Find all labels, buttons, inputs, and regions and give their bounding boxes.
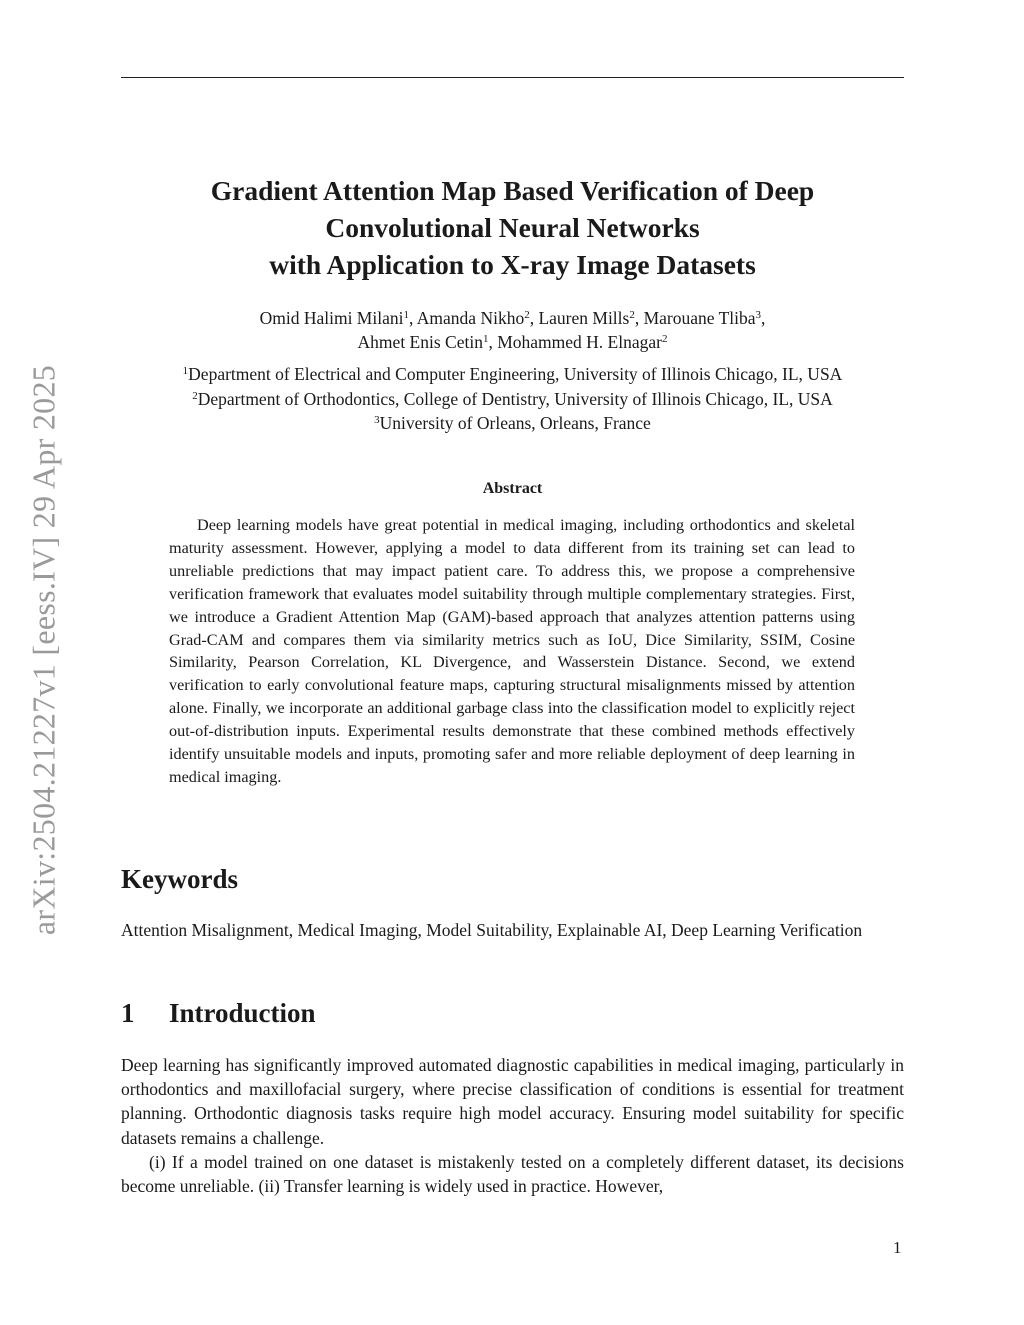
affiliation-1: $^1$Department of Electrical and Computer Engineering, University of Illinois Chicago, IL, USA — [182, 364, 843, 384]
paper-title — [121, 172, 904, 283]
author-list — [121, 306, 904, 354]
keywords-text: Attention Misalignment, Medical Imaging, Model Suitability, Explainable AI, Deep Learning Verification — [121, 920, 863, 940]
title-line-2: Convolutional Neural Networks — [325, 212, 700, 243]
keywords-heading: Keywords — [121, 864, 238, 894]
paragraph: (i) If a model trained on one dataset is mistakenly tested on a completely different dataset, its decisions become unreliable. (ii) Transfer learning is widely used in practice. However, — [121, 1151, 904, 1197]
author-name: Amanda Nikho — [416, 308, 525, 328]
introduction-body — [121, 1053, 904, 1198]
author-affil-mark: 2 — [661, 333, 668, 345]
author-line-1: Omid Halimi Milani$^1$, Amanda Nikho$^2$, Lauren Mills$^2$, Marouane Tliba$^3$, — [259, 308, 766, 328]
author-affil-mark: 3 — [755, 309, 762, 321]
affiliation-2: $^2$Department of Orthodontics, College of Dentistry, University of Illinois Chicago, IL, USA — [192, 388, 833, 409]
affiliation-3: $^3$University of Orleans, Orleans, France — [374, 413, 651, 433]
title-line-1: Gradient Attention Map Based Verification of Deep — [210, 175, 815, 206]
paragraph: Deep learning has significantly improved automated diagnostic capabilities in medical imaging, particularly in orthodontics and maxillofacial surgery, where precise classification of conditions is essential for treatment planning. Orthodontic diagnosis tasks require high model accuracy. Ensuring model suitability for specific datasets remains a challenge. — [121, 1055, 904, 1148]
section-number: 1 — [121, 998, 135, 1028]
author-name: Omid Halimi Milani — [259, 308, 404, 328]
author-name: Marouane Tliba — [643, 308, 756, 328]
author-line-2: Ahmet Enis Cetin$^1$, Mohammed H. Elnagar$^2$ — [357, 332, 668, 352]
page-number: 1 — [893, 1238, 902, 1257]
author-name: Lauren Mills — [538, 308, 630, 328]
author-name: Ahmet Enis Cetin — [357, 332, 483, 352]
abstract-heading: Abstract — [482, 480, 543, 497]
title-line-3: with Application to X-ray Image Datasets — [269, 249, 756, 280]
abstract-body: Deep learning models have great potential in medical imaging, including orthodontics and skeletal maturity assessment. However, applying a model to data different from its training set can lead to unreliable predictions that may impact patient care. To address this, we propose a comprehensive verification framework that evaluates model suitability through multiple complementary strategies. First, we introduce a Gradient Attention Map (GAM)-based approach that analyzes attention patterns using Grad-CAM and compares them via similarity metrics such as IoU, Dice Similarity, SSIM, Cosine Similarity, Pearson Correlation, KL Divergence, and Wasserstein Distance. Second, we extend verification to early convolutional feature maps, capturing structural misalignments missed by attention alone. Finally, we incorporate an additional garbage class into the classification model to explicitly reject out-of-distribution inputs. Experimental results demonstrate that these combined methods effectively identify unsuitable models and inputs, promoting safer and more reliable deployment of deep learning in medical imaging. — [169, 516, 855, 786]
author-affil-mark: 1 — [482, 333, 489, 345]
section-title: Introduction — [169, 998, 316, 1028]
author-affil-mark: 1 — [403, 309, 409, 321]
section-heading-introduction — [121, 998, 316, 1029]
author-affil-mark: 2 — [524, 309, 530, 321]
header-rule — [121, 77, 904, 78]
affiliation-list — [121, 362, 904, 436]
author-affil-mark: 2 — [629, 309, 635, 321]
author-name: Mohammed H. Elnagar — [497, 332, 662, 352]
arxiv-sidebar-stamp: arXiv:2504.21227v1 [eess.IV] 29 Apr 2025 — [25, 364, 62, 936]
